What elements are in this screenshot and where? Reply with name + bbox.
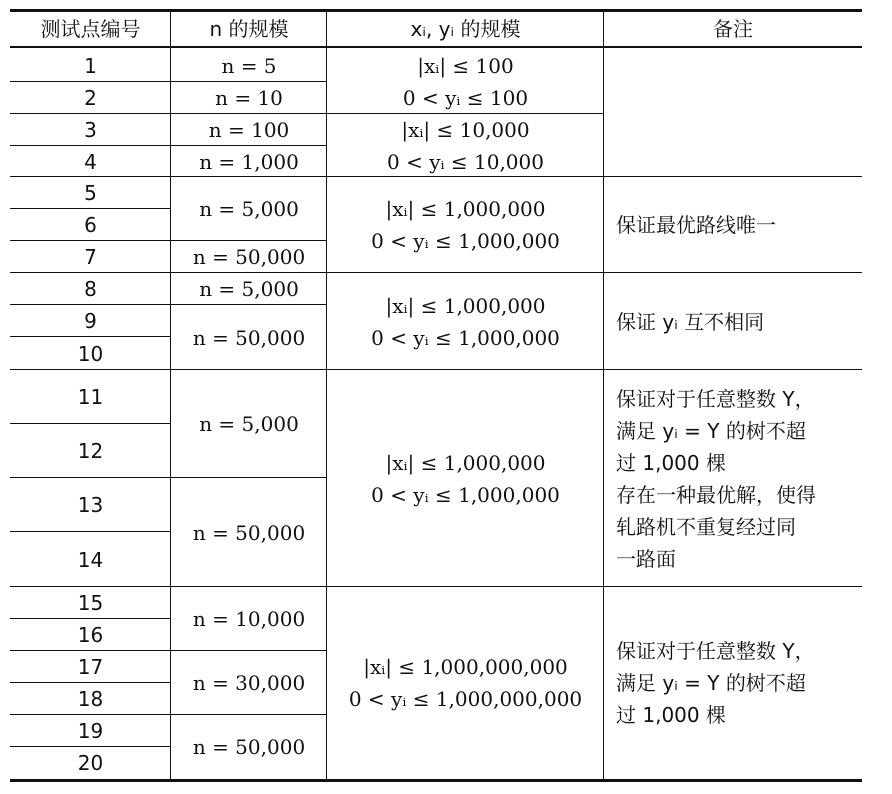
y-range: 0 < yᵢ ≤ 10,000 [387,149,544,174]
x-range: |xᵢ| ≤ 1,000,000 [385,293,546,318]
xy-range-tests-8-10 [327,273,604,370]
y-range: 0 < yᵢ ≤ 1,000,000 [371,482,560,507]
row-rule [10,650,327,651]
n-scale-tests-19-20: n = 50,000 [192,735,306,759]
column-rule [170,12,171,779]
n-scale-test-7: n = 50,000 [192,245,306,269]
n-scale-test-1: n = 5 [221,54,277,78]
row-rule [10,477,327,478]
xy-range-tests-5-7 [327,177,604,273]
n-scale-test-8: n = 5,000 [199,277,299,301]
note-line: 保证最优路线唯一 [616,213,776,237]
n-scale-test-2: n = 10 [215,86,283,110]
y-range: 0 < yᵢ ≤ 1,000,000,000 [348,687,583,711]
row-rule [10,145,327,146]
x-range: |xᵢ| ≤ 1,000,000 [385,450,546,475]
xy-range-tests-15-20 [327,587,604,779]
test-id-7: 7 [84,245,97,269]
top-rule [10,9,862,12]
note-line: 满足 yᵢ = Y 的树不超 [616,419,806,443]
row-rule [10,336,171,337]
note-tests-8-10 [604,273,862,370]
xy-range-tests-1-2 [327,50,604,114]
group-rule [10,586,862,587]
note-line: 保证 yᵢ 互不相同 [616,309,765,334]
column-rule [603,12,604,779]
test-id-18: 18 [77,687,104,711]
y-range: 0 < yᵢ ≤ 1,000,000 [371,229,560,253]
row-rule [10,618,171,619]
row-rule [10,240,327,241]
note-line: 轧路机不重复经过同 [616,515,796,539]
test-id-17: 17 [77,655,104,679]
test-id-3: 3 [84,118,97,142]
row-rule [10,531,171,532]
column-rule [326,12,327,779]
n-scale-tests-17-18: n = 30,000 [192,671,306,695]
test-id-15: 15 [77,591,104,615]
test-id-1: 1 [84,54,97,78]
n-scale-test-4: n = 1,000 [199,149,299,174]
test-id-13: 13 [77,493,104,517]
x-range: |xᵢ| ≤ 1,000,000 [385,197,546,221]
x-range: |xᵢ| ≤ 100 [417,54,514,78]
xy-range-tests-3-4 [327,114,604,177]
header-note: 备注 [713,17,753,41]
y-range: 0 < yᵢ ≤ 100 [402,86,529,110]
n-scale-tests-13-14: n = 50,000 [192,520,306,545]
header-n-scale: n 的规模 [209,17,289,41]
row-rule [10,714,327,715]
test-id-19: 19 [77,719,104,743]
n-scale-tests-9-10: n = 50,000 [192,325,306,350]
header-test-id: 测试点编号 [40,17,141,41]
test-id-9: 9 [84,309,97,333]
test-id-5: 5 [84,181,97,205]
n-scale-tests-11-12: n = 5,000 [199,412,299,436]
note-line: 满足 yᵢ = Y 的树不超 [616,671,806,695]
note-line: 一路面 [616,547,676,571]
test-id-2: 2 [84,86,97,110]
x-range: |xᵢ| ≤ 1,000,000,000 [363,655,568,679]
test-id-4: 4 [84,149,97,174]
note-line: 存在一种最优解，使得 [616,483,816,507]
header-xy-scale: xᵢ, yᵢ 的规模 [410,17,521,41]
group-rule [10,369,862,370]
row-rule [10,81,327,82]
note-line: 保证对于任意整数 Y， [616,387,815,411]
test-id-6: 6 [84,213,97,237]
xy-range-tests-11-14 [327,370,604,587]
test-id-20: 20 [77,751,104,775]
test-id-12: 12 [77,439,104,463]
bottom-rule [10,779,862,782]
n-scale-tests-15-16: n = 10,000 [192,607,306,631]
note-tests-11-14 [604,383,862,575]
note-line: 过 1,000 棵 [616,451,726,475]
header-rule [10,46,862,48]
test-id-16: 16 [77,623,104,647]
test-id-8: 8 [84,277,97,301]
n-scale-test-3: n = 100 [208,118,290,142]
test-id-10: 10 [77,341,104,366]
group-rule [10,272,862,273]
note-line: 过 1,000 棵 [616,703,726,727]
row-rule [10,208,171,209]
group-rule [10,176,862,177]
test-id-11: 11 [77,385,104,409]
note-tests-5-7 [604,177,862,273]
note-tests-15-20 [604,587,862,779]
n-scale-tests-5-6: n = 5,000 [199,197,299,221]
row-rule [10,113,604,114]
test-id-14: 14 [77,547,104,572]
row-rule [10,682,171,683]
x-range: |xᵢ| ≤ 10,000 [401,117,530,142]
y-range: 0 < yᵢ ≤ 1,000,000 [371,325,560,350]
row-rule [10,423,171,424]
row-rule [10,746,171,747]
note-line: 保证对于任意整数 Y， [616,639,815,663]
row-rule [10,304,327,305]
